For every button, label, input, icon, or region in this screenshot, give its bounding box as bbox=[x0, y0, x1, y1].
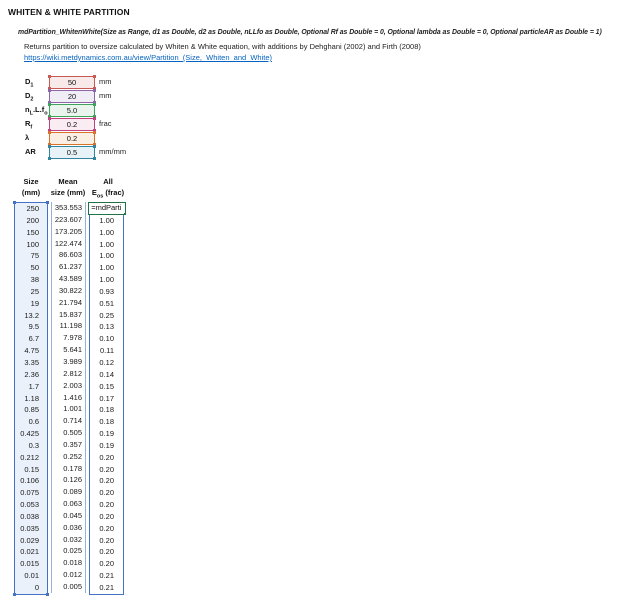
size-cell[interactable]: 0.6 bbox=[28, 417, 39, 427]
eos-cell[interactable]: 0.19 bbox=[99, 429, 114, 439]
eos-cell[interactable]: 1.00 bbox=[99, 263, 114, 273]
parameter-value-cell-nLLfo[interactable] bbox=[49, 104, 95, 117]
eos-cell[interactable]: 0.18 bbox=[99, 405, 114, 415]
parameter-value-cell-AR[interactable] bbox=[49, 146, 95, 159]
mean-size-cell[interactable]: 30.822 bbox=[59, 285, 82, 295]
mean-size-cell[interactable]: 86.603 bbox=[59, 250, 82, 260]
mean-size-cell[interactable]: 1.001 bbox=[63, 404, 82, 414]
size-cell[interactable]: 100 bbox=[26, 239, 39, 249]
range-handle[interactable] bbox=[46, 593, 49, 596]
mean-size-cell[interactable]: 0.012 bbox=[63, 570, 82, 580]
eos-cell[interactable]: 0.17 bbox=[99, 393, 114, 403]
range-handle[interactable] bbox=[48, 103, 51, 106]
eos-cell[interactable]: 0.51 bbox=[99, 298, 114, 308]
size-cell[interactable]: 0 bbox=[34, 583, 39, 592]
size-cell[interactable]: 0.425 bbox=[20, 429, 39, 439]
mean-size-cell[interactable]: 173.205 bbox=[54, 226, 82, 236]
range-handle[interactable] bbox=[48, 145, 51, 148]
eos-cell[interactable]: 0.20 bbox=[99, 488, 114, 498]
mean-size-cell[interactable]: 0.045 bbox=[63, 510, 82, 520]
eos-cell[interactable]: 0.93 bbox=[99, 286, 114, 296]
mean-size-cell[interactable]: 0.126 bbox=[63, 475, 82, 485]
range-handle[interactable] bbox=[13, 201, 16, 204]
eos-cell[interactable]: 1.00 bbox=[99, 239, 114, 249]
eos-cell[interactable]: 0.20 bbox=[99, 535, 114, 545]
eos-cell[interactable]: 0.15 bbox=[99, 381, 114, 391]
size-cell[interactable]: 0.212 bbox=[20, 452, 39, 462]
parameter-value-cell-Rf[interactable] bbox=[49, 118, 95, 131]
size-cell[interactable]: 50 bbox=[30, 263, 39, 273]
parameter-value-cell-lambda[interactable] bbox=[49, 132, 95, 145]
size-cell[interactable]: 0.01 bbox=[24, 571, 39, 581]
mean-size-cell[interactable]: 11.198 bbox=[59, 321, 82, 331]
size-cell[interactable]: 9.5 bbox=[28, 322, 39, 332]
size-cell[interactable]: 0.015 bbox=[20, 559, 39, 569]
mean-size-cell[interactable]: 0.089 bbox=[63, 487, 82, 497]
range-handle[interactable] bbox=[93, 157, 96, 160]
eos-cell[interactable]: 0.18 bbox=[99, 417, 114, 427]
parameter-value-lambda: 0.2 bbox=[66, 134, 78, 143]
column-header-1: Mean size (mm) bbox=[50, 177, 86, 197]
parameter-value-cell-D2[interactable] bbox=[49, 90, 95, 103]
parameter-label-Rf: $R_f$ bbox=[25, 119, 33, 131]
size-cell[interactable]: 200 bbox=[26, 215, 39, 225]
parameter-row-lambda bbox=[0, 132, 200, 144]
mean-size-cell[interactable]: 122.474 bbox=[54, 238, 82, 248]
eos-cell[interactable]: 0.12 bbox=[99, 357, 114, 367]
parameter-unit-D1: mm bbox=[99, 77, 112, 86]
size-cell[interactable]: 150 bbox=[26, 227, 39, 237]
column-header-2: All $E_{os}$ (frac) bbox=[91, 177, 125, 200]
size-cell[interactable]: 0.85 bbox=[24, 405, 39, 415]
parameter-label-nLLfo: $n_L.L.f_o$ bbox=[25, 105, 48, 117]
eos-cell[interactable]: 0.20 bbox=[99, 464, 114, 474]
parameter-row-Rf bbox=[0, 118, 200, 130]
eos-cell[interactable]: 0.20 bbox=[99, 559, 114, 569]
mean-size-cell[interactable]: 61.237 bbox=[59, 262, 82, 272]
parameter-unit-AR: mm/mm bbox=[99, 147, 127, 156]
size-cell[interactable]: 0.021 bbox=[20, 547, 39, 557]
parameter-value-cell-D1[interactable] bbox=[49, 76, 95, 89]
eos-cell[interactable]: 0.20 bbox=[99, 547, 114, 557]
range-handle[interactable] bbox=[93, 117, 96, 120]
mean-size-cell[interactable]: 5.641 bbox=[63, 345, 82, 355]
parameter-value-D1: 50 bbox=[67, 78, 77, 87]
eos-cell[interactable]: 0.20 bbox=[99, 511, 114, 521]
eos-cell[interactable]: 0.13 bbox=[99, 322, 114, 332]
mean-size-cell[interactable]: 15.837 bbox=[59, 309, 82, 319]
size-cell[interactable]: 0.029 bbox=[20, 535, 39, 545]
size-cell[interactable]: 4.75 bbox=[24, 346, 39, 356]
eos-column-range bbox=[89, 202, 124, 595]
eos-cell[interactable]: 0.20 bbox=[99, 500, 114, 510]
parameter-label-D1: $D_1$ bbox=[25, 77, 34, 89]
mean-size-cell[interactable]: 0.505 bbox=[63, 428, 82, 438]
mean-size-cell[interactable]: 21.794 bbox=[59, 297, 82, 307]
range-handle[interactable] bbox=[48, 157, 51, 160]
size-cell[interactable]: 19 bbox=[30, 298, 39, 308]
size-column-range bbox=[14, 202, 48, 595]
size-cell[interactable]: 38 bbox=[30, 275, 39, 285]
mean-size-cell[interactable]: 0.036 bbox=[63, 522, 82, 532]
range-handle[interactable] bbox=[48, 117, 51, 120]
size-cell[interactable]: 0.075 bbox=[20, 488, 39, 498]
range-handle[interactable] bbox=[93, 103, 96, 106]
active-formula-cell[interactable]: =mdParti bbox=[88, 202, 126, 215]
mean-size-cell[interactable]: 43.589 bbox=[59, 274, 82, 284]
eos-cell[interactable]: 0.20 bbox=[99, 452, 114, 462]
eos-cell[interactable]: 1.00 bbox=[99, 275, 114, 285]
parameter-value-AR: 0.5 bbox=[66, 148, 78, 157]
eos-cell[interactable]: 1.00 bbox=[99, 227, 114, 237]
size-cell[interactable]: 0.038 bbox=[20, 511, 39, 521]
size-cell[interactable]: 250 bbox=[26, 204, 39, 213]
mean-size-cell[interactable]: 1.416 bbox=[63, 392, 82, 402]
size-cell[interactable]: 3.35 bbox=[24, 357, 39, 367]
range-handle[interactable] bbox=[93, 131, 96, 134]
eos-cell[interactable]: 0.20 bbox=[99, 523, 114, 533]
parameter-value-Rf: 0.2 bbox=[66, 120, 78, 129]
parameter-row-nLLfo bbox=[0, 104, 200, 116]
mean-size-cell[interactable]: 7.978 bbox=[63, 333, 82, 343]
mean-size-cell[interactable]: 0.252 bbox=[63, 451, 82, 461]
mean-size-column bbox=[51, 202, 86, 593]
mean-size-cell[interactable]: 2.812 bbox=[63, 368, 82, 378]
function-signature: mdPartition_WhitenWhite(Size as Range, d1 as Double, d2 as Double, nLLfo as Double, Optional Rf as Double = 0, Optional lambda as Double = 0, Optional particleAR as Double = 1) bbox=[18, 29, 602, 36]
parameter-label-AR: AR bbox=[25, 147, 36, 156]
eos-cell[interactable]: 0.25 bbox=[99, 310, 114, 320]
eos-cell[interactable]: 1.00 bbox=[99, 251, 114, 261]
size-cell[interactable]: 2.36 bbox=[24, 369, 39, 379]
parameter-value-D2: 20 bbox=[67, 92, 77, 101]
parameter-row-D1 bbox=[0, 76, 200, 88]
size-cell[interactable]: 75 bbox=[30, 251, 39, 261]
function-description: Returns partition to oversize calculated by Whiten & White equation, with additions by Dehghani (2002) and Firth (2008) bbox=[24, 42, 421, 51]
eos-cell[interactable]: 0.21 bbox=[99, 583, 114, 592]
mean-size-cell[interactable]: 0.025 bbox=[63, 546, 82, 556]
parameter-value-nLLfo: 5.0 bbox=[66, 106, 78, 115]
mean-size-cell[interactable]: 0.005 bbox=[63, 582, 82, 591]
mean-size-cell[interactable]: 0.714 bbox=[63, 416, 82, 426]
column-header-0: Size (mm) bbox=[21, 177, 41, 197]
size-cell[interactable]: 13.2 bbox=[24, 310, 39, 320]
size-cell[interactable]: 6.7 bbox=[28, 334, 39, 344]
mean-size-cell[interactable]: 353.553 bbox=[54, 203, 82, 212]
size-cell[interactable]: 1.18 bbox=[24, 393, 39, 403]
size-cell[interactable]: 25 bbox=[30, 286, 39, 296]
parameter-label-D2: $D_2$ bbox=[25, 91, 34, 103]
size-cell[interactable]: 1.7 bbox=[28, 381, 39, 391]
range-handle[interactable] bbox=[93, 75, 96, 78]
fill-handle[interactable] bbox=[124, 213, 126, 215]
range-handle[interactable] bbox=[13, 593, 16, 596]
mean-size-cell[interactable]: 3.989 bbox=[63, 356, 82, 366]
range-handle[interactable] bbox=[48, 75, 51, 78]
size-cell[interactable]: 0.053 bbox=[20, 500, 39, 510]
range-handle[interactable] bbox=[48, 89, 51, 92]
parameter-row-D2 bbox=[0, 90, 200, 102]
mean-size-cell[interactable]: 2.003 bbox=[63, 380, 82, 390]
eos-cell[interactable]: 0.10 bbox=[99, 334, 114, 344]
wiki-link[interactable]: https://wiki.metdynamics.com.au/view/Partition_(Size,_Whiten_and_White) bbox=[24, 53, 273, 62]
page-title: WHITEN & WHITE PARTITION bbox=[8, 7, 130, 17]
range-handle[interactable] bbox=[48, 131, 51, 134]
eos-cell[interactable]: 1.00 bbox=[99, 215, 114, 225]
range-handle[interactable] bbox=[93, 89, 96, 92]
eos-cell[interactable]: 0.11 bbox=[99, 346, 114, 356]
mean-size-cell[interactable]: 0.032 bbox=[63, 534, 82, 544]
mean-size-cell[interactable]: 0.178 bbox=[63, 463, 82, 473]
parameter-row-AR bbox=[0, 146, 200, 158]
eos-cell[interactable]: 0.21 bbox=[99, 571, 114, 581]
parameter-unit-D2: mm bbox=[99, 91, 112, 100]
mean-size-cell[interactable]: 0.063 bbox=[63, 499, 82, 509]
mean-size-cell[interactable]: 0.018 bbox=[63, 558, 82, 568]
size-cell[interactable]: 0.3 bbox=[28, 440, 39, 450]
range-handle[interactable] bbox=[93, 145, 96, 148]
eos-cell[interactable]: 0.19 bbox=[99, 440, 114, 450]
mean-size-cell[interactable]: 0.357 bbox=[63, 439, 82, 449]
mean-size-cell[interactable]: 223.607 bbox=[54, 214, 82, 224]
size-cell[interactable]: 0.15 bbox=[24, 464, 39, 474]
size-cell[interactable]: 0.106 bbox=[20, 476, 39, 486]
eos-cell[interactable]: 0.14 bbox=[99, 369, 114, 379]
parameter-label-lambda: λ bbox=[25, 133, 30, 142]
parameter-unit-Rf: frac bbox=[99, 119, 112, 128]
range-handle[interactable] bbox=[46, 201, 49, 204]
eos-cell[interactable]: 0.20 bbox=[99, 476, 114, 486]
size-cell[interactable]: 0.035 bbox=[20, 523, 39, 533]
